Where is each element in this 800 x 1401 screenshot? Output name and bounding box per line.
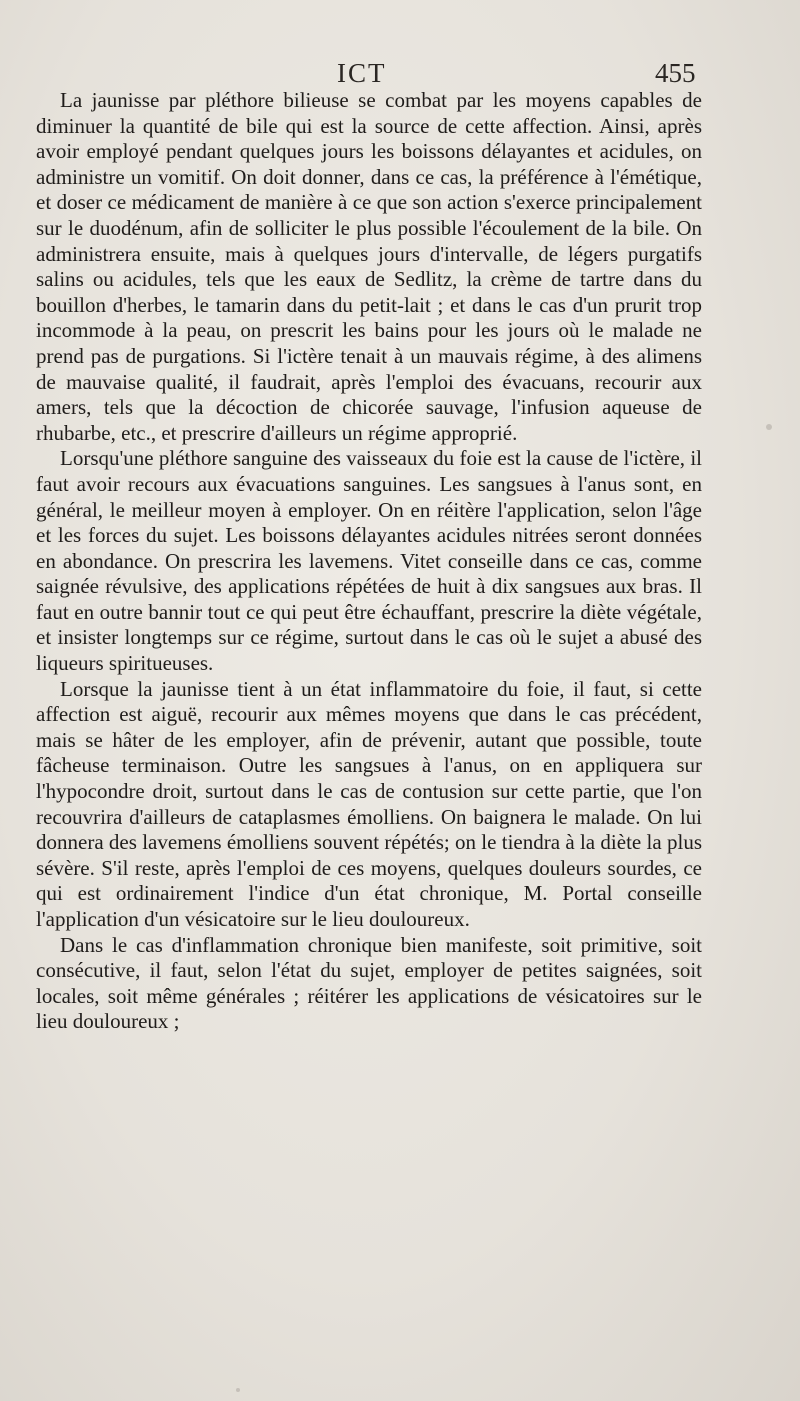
paper-speck	[236, 1388, 240, 1392]
running-head: ICT	[337, 58, 387, 88]
paragraph-bilious-plethora: La jaunisse par pléthore bilieuse se combat par les moyens capables de diminuer la quantité de bile qui est la source de cette affection. Ainsi, après avoir employé pendant quelques jours les boissons délayantes et acidules, on administre un vomitif. On doit donner, dans ce cas, la préférence à l'émétique, et doser ce médicament de manière à ce que son action s'exerce principalement sur le duodénum, afin de solliciter le plus possible l'écoulement de la bile. On administrera ensuite, mais à quelques jours d'intervalle, de légers purgatifs salins ou acidules, tels que les eaux de Sedlitz, la crème de tartre dans du bouillon d'herbes, le tamarin dans du petit-lait ; et dans le cas d'un prurit trop incommode à la peau, on prescrit les bains pour les jours où le malade ne prend pas de purgations. Si l'ictère tenait à un mauvais régime, à des alimens de mauvaise qualité, il faudrait, après l'emploi des évacuans, recourir aux amers, tels que la décoction de chicorée sauvage, l'infusion aqueuse de rhubarbe, etc., et prescrire d'ailleurs un régime approprié.	[36, 88, 702, 445]
paragraph-sanguine-plethora: Lorsqu'une pléthore sanguine des vaisseaux du foie est la cause de l'ictère, il faut avoir recours aux évacuations sanguines. Les sangsues à l'anus sont, en général, le meilleur moyen à employer. On en réitère l'application, selon l'âge et les forces du sujet. Les boissons délayantes acidules nitrées seront données en abondance. On prescrira les lavemens. Vitet conseille dans ce cas, comme saignée révulsive, des applications répétées de huit à dix sangsues aux bras. Il faut en outre bannir tout ce qui peut être échauffant, prescrire la diète végétale, et insister longtemps sur ce régime, surtout dans le cas où le sujet a abusé des liqueurs spiritueuses.	[36, 446, 702, 676]
paragraph-chronic-inflammation: Dans le cas d'inflammation chronique bien manifeste, soit primitive, soit consécutive, il faut, selon l'état du sujet, employer de petites saignées, soit locales, soit même générales ; réitérer les applications de vésicatoires sur le lieu douloureux ;	[36, 932, 702, 1034]
paragraph-inflammatory-state: Lorsque la jaunisse tient à un état inflammatoire du foie, il faut, si cette affection est aiguë, recourir aux mêmes moyens que dans le cas précédent, mais se hâter de les employer, afin de prévenir, autant que possible, toute fâcheuse terminaison. Outre les sangsues à l'anus, on en appliquera sur l'hypocondre droit, surtout dans le cas de contusion sur cette partie, que l'on recouvrira d'ailleurs de cataplasmes émolliens. On baignera le malade. On lui donnera des lavemens émolliens souvent répétés; on le tiendra à la diète la plus sévère. S'il reste, après l'emploi de ces moyens, quelques douleurs sourdes, ce qui est ordinairement l'indice d'un état chronique, M. Portal conseille l'application d'un vésicatoire sur le lieu douloureux.	[36, 676, 702, 931]
page-number: 455	[655, 58, 696, 88]
body-text	[36, 88, 702, 1035]
paper-speck	[766, 424, 772, 430]
